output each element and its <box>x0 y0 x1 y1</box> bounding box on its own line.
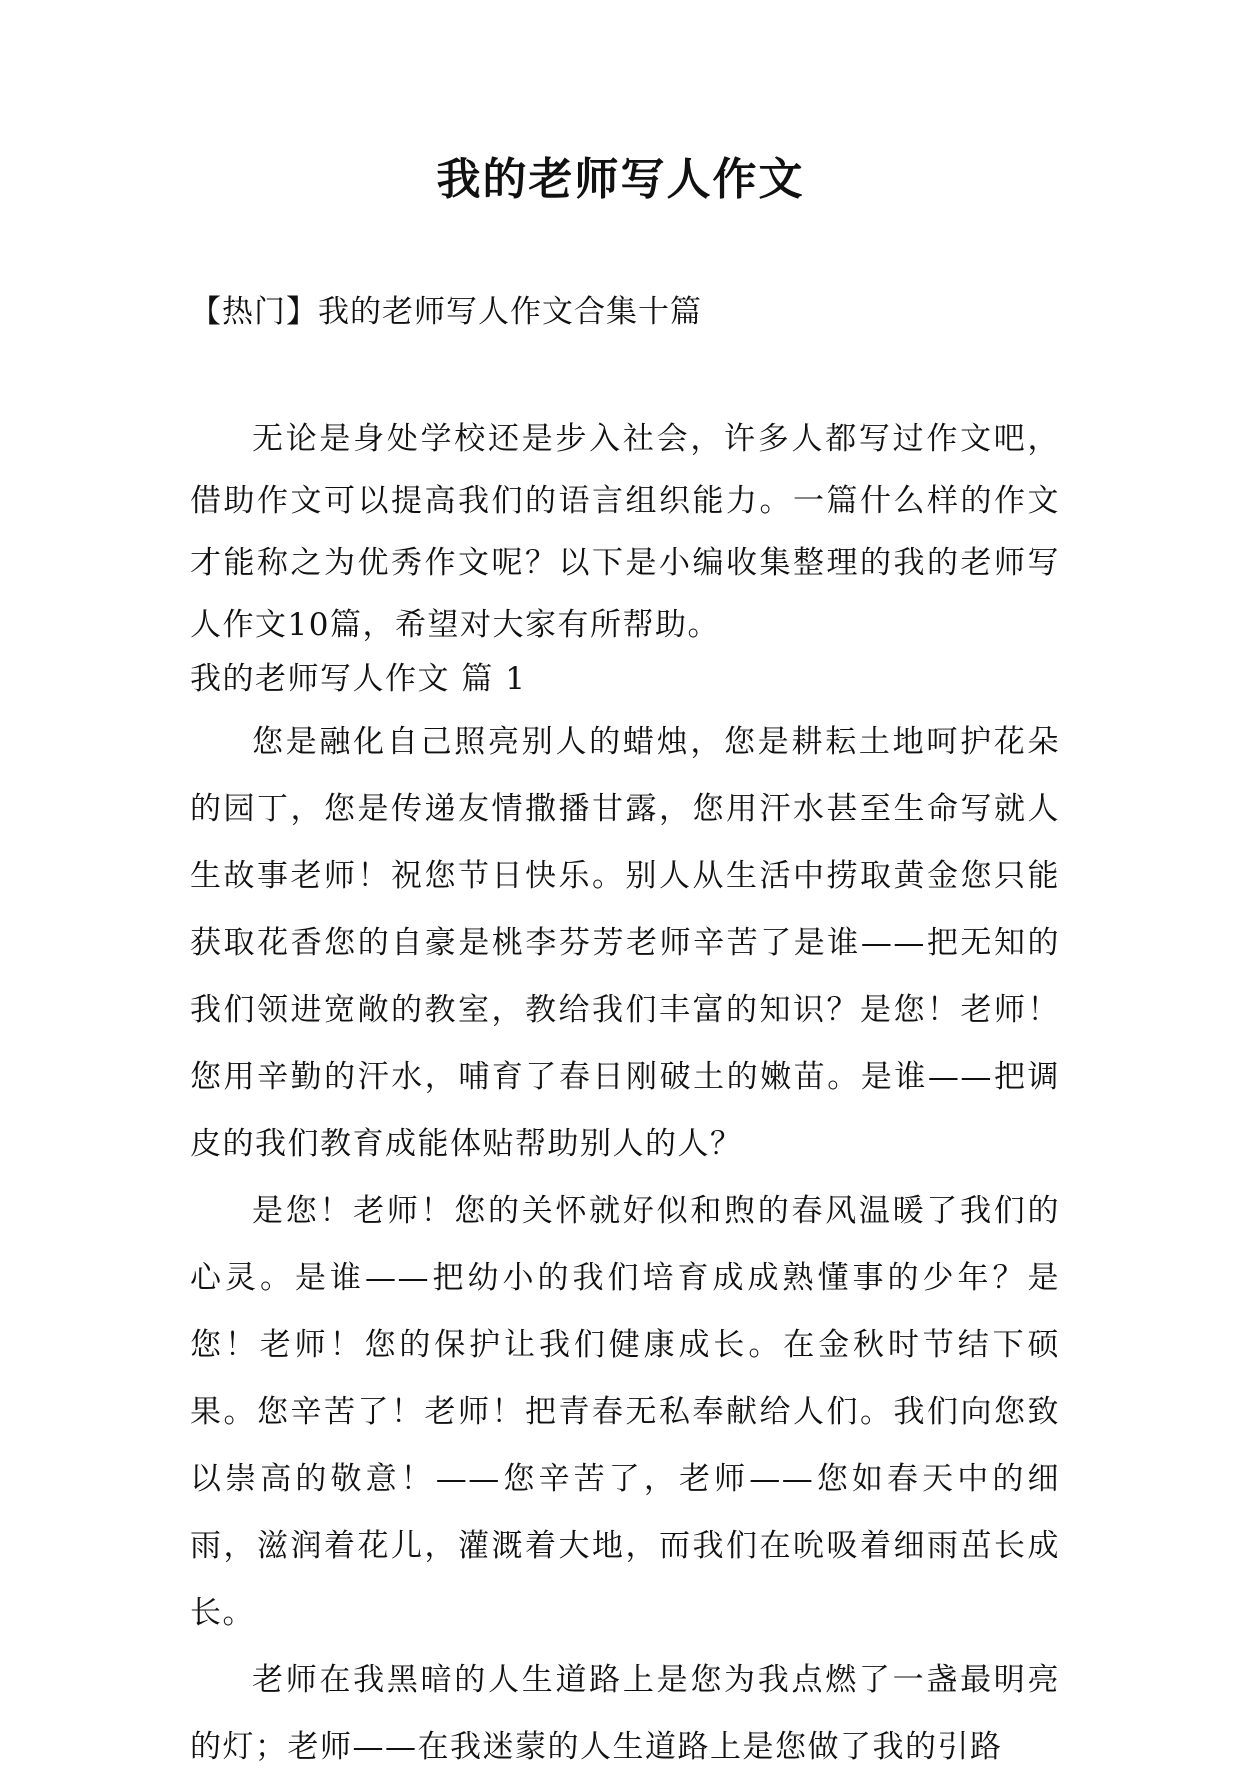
body-paragraph: 老师在我黑暗的人生道路上是您为我点燃了一盏最明亮的灯；老师——在我迷蒙的人生道路上是您做了我的引路 <box>190 1662 1060 1765</box>
document-body <box>190 408 1060 1781</box>
document-subtitle: 【热门】我的老师写人作文合集十篇 <box>190 294 702 330</box>
body-paragraph: 您是融化自己照亮别人的蜡烛，您是耕耘土地呵护花朵的园丁，您是传递友情撒播甘露，您用汗水甚至生命写就人生故事老师！祝您节日快乐。别人从生活中捞取黄金您只能获取花香您的自豪是桃李芬芳老师辛苦了是谁——把无知的我们领进宽敞的教室，教给我们丰富的知识？是您！老师！您用辛勤的汗水，哺育了春日刚破土的嫩苗。是谁——把调皮的我们教育成能体贴帮助别人的人？ <box>190 724 1060 1162</box>
document-title: 我的老师写人作文 <box>436 154 805 205</box>
body-paragraph: 是您！老师！您的关怀就好似和煦的春风温暖了我们的心灵。是谁——把幼小的我们培育成成熟懂事的少年？是您！老师！您的保护让我们健康成长。在金秋时节结下硕果。您辛苦了！老师！把青春无私奉献给人们。我们向您致以崇高的敬意！——您辛苦了，老师——您如春天中的细雨，滋润着花儿，灌溉着大地，而我们在吮吸着细雨茁长成长。 <box>190 1193 1060 1631</box>
section-heading: 我的老师写人作文 篇 1 <box>190 661 527 697</box>
intro-paragraph: 无论是身处学校还是步入社会，许多人都写过作文吧，借助作文可以提高我们的语言组织能力。一篇什么样的作文才能称之为优秀作文呢？以下是小编收集整理的我的老师写人作文10篇，希望对大家有所帮助。 <box>190 421 1060 643</box>
